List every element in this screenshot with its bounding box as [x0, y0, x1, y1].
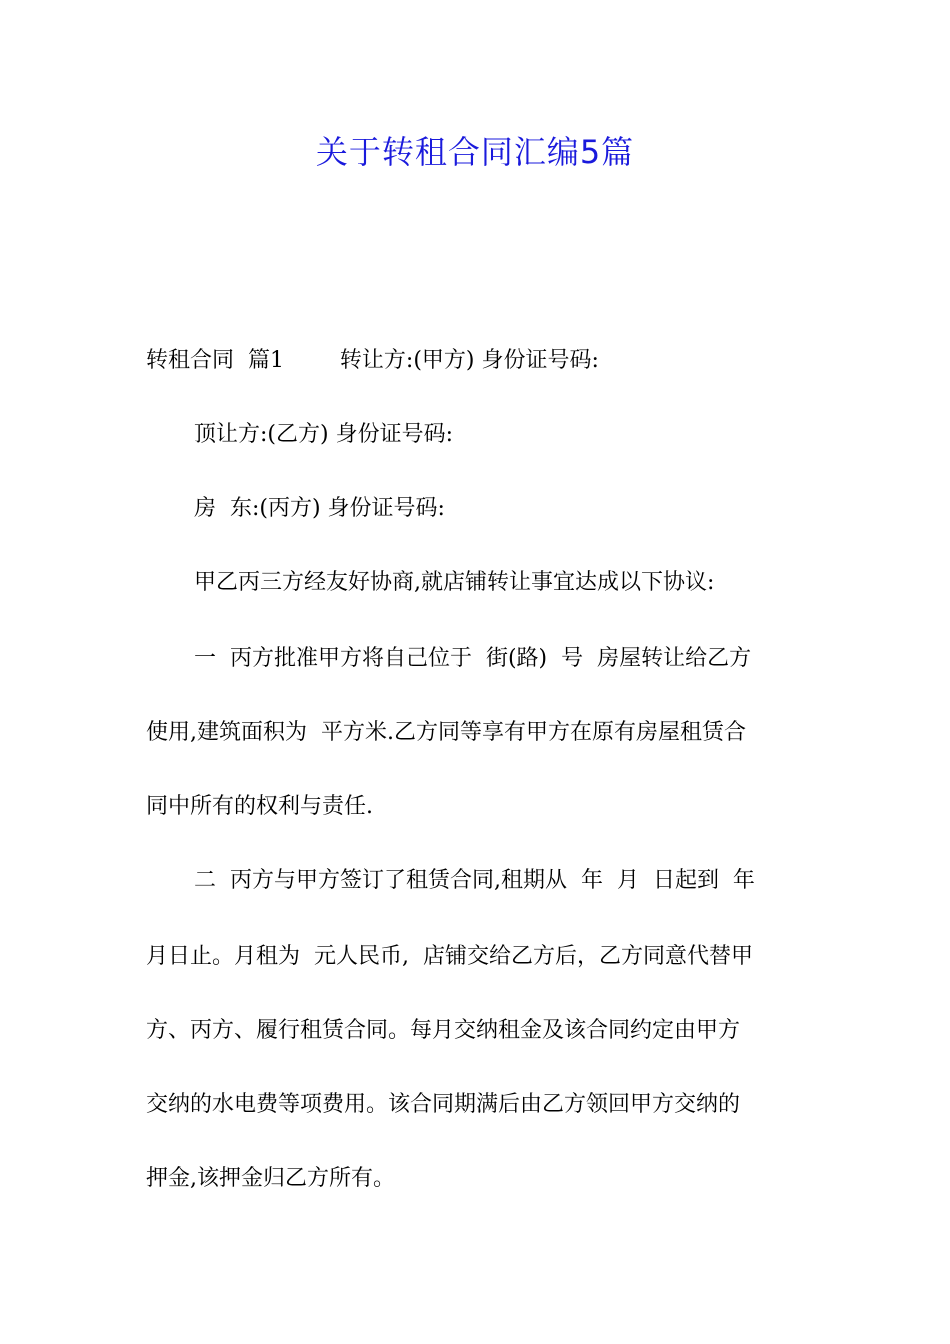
paragraph-line: 方、丙方、履行租赁合同。每月交纳租金及该合同约定由甲方 [146, 1018, 741, 1043]
paragraph-line: 同中所有的权利与责任. [146, 794, 373, 819]
paragraph-line: 使用,建筑面积为 平方米.乙方同等享有甲方在原有房屋租赁合 [146, 720, 746, 745]
paragraph-line: 一 丙方批准甲方将自己位于 街(路) 号 房屋转让给乙方 [194, 646, 752, 671]
paragraph-line: 交纳的水电费等项费用。该合同期满后由乙方领回甲方交纳的 [146, 1092, 741, 1117]
paragraph-line: 月日止。月租为 元人民币, 店铺交给乙方后，乙方同意代替甲 [146, 944, 753, 969]
paragraph-line: 甲乙丙三方经友好协商,就店铺转让事宜达成以下协议: [194, 570, 715, 595]
paragraph-line: 二 丙方与甲方签订了租赁合同,租期从 年 月 日起到 年 [194, 868, 755, 893]
document-title: 关于转租合同汇编5篇 [315, 133, 635, 171]
paragraph-line: 转租合同 篇1 转让方:(甲方) 身份证号码: [146, 348, 599, 373]
paragraph-line: 房 东:(丙方) 身份证号码: [194, 496, 445, 521]
paragraph-line: 顶让方:(乙方) 身份证号码: [194, 422, 453, 447]
paragraph-line: 押金,该押金归乙方所有。 [146, 1166, 395, 1191]
